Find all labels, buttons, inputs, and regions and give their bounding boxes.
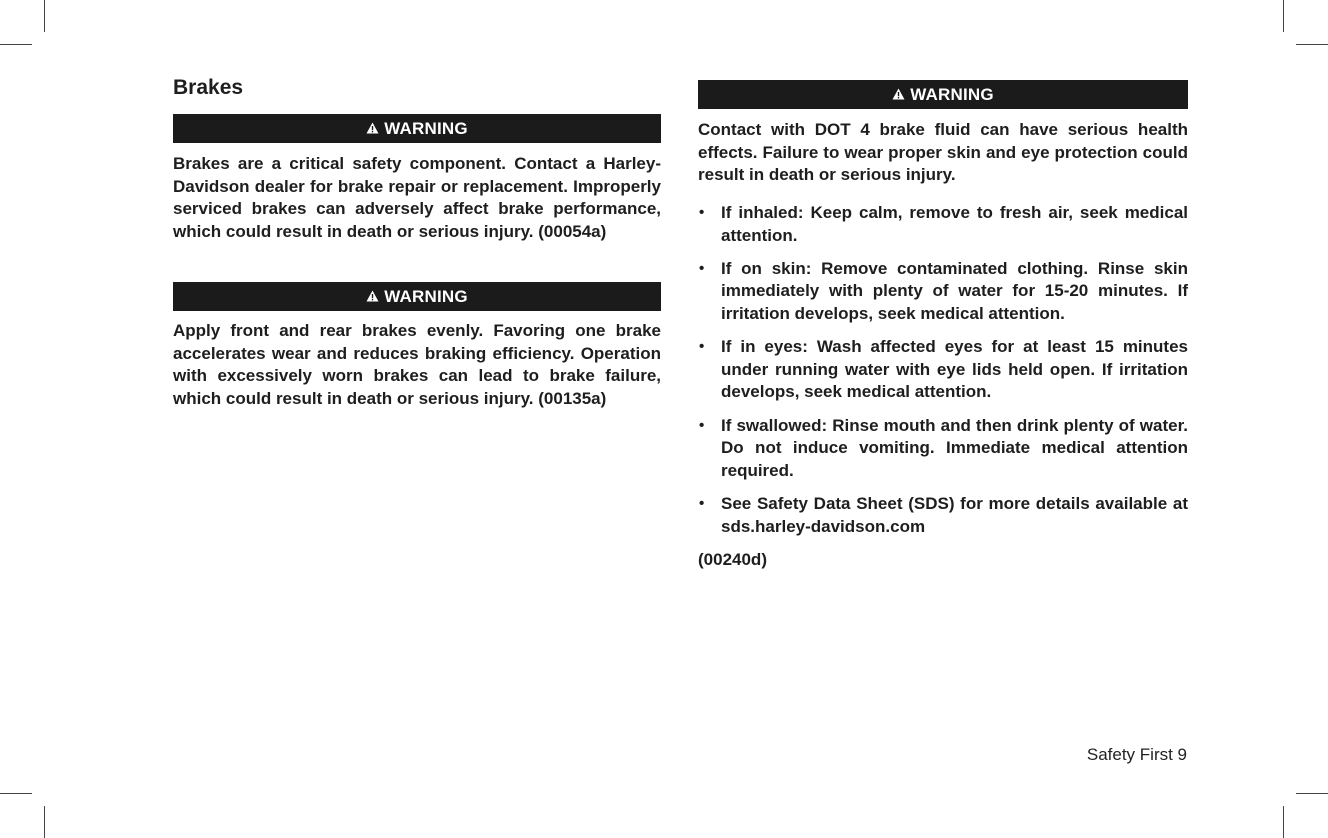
first-aid-list <box>698 202 1188 549</box>
warning-triangle-icon <box>366 122 379 134</box>
warning-triangle-icon <box>366 290 379 302</box>
warning-label-1: WARNING <box>384 118 468 138</box>
warning-code-00240d: (00240d) <box>698 550 767 569</box>
crop-mark-top-left-vertical <box>44 0 45 32</box>
crop-mark-top-right-horizontal <box>1296 44 1328 45</box>
warning-label-3: WARNING <box>910 84 994 104</box>
crop-mark-bottom-left-horizontal <box>0 793 32 794</box>
list-item-text: If on skin: Remove contaminated clothing. Rinse skin immediately with plenty of water for 15-20 minutes. If irritation develops, seek medical attention. <box>721 258 1188 323</box>
crop-mark-bottom-left-vertical <box>44 806 45 838</box>
warning-intro-dot4: Contact with DOT 4 brake fluid can have serious health effects. Failure to wear proper skin and eye protection could result in death or serious injury. <box>698 120 1188 185</box>
warning-text-00054a: Brakes are a critical safety component. Contact a Harley-Davidson dealer for brake repair or replacement. Improperly serviced brakes can adversely affect brake performance, which could result in death or serious injury. (00054a) <box>173 154 661 241</box>
crop-mark-bottom-right-horizontal <box>1296 793 1328 794</box>
crop-mark-top-right-vertical <box>1283 0 1284 32</box>
section-heading-brakes: Brakes <box>173 76 244 99</box>
warning-triangle-icon <box>892 88 905 100</box>
list-item-text: If in eyes: Wash affected eyes for at least 15 minutes under running water with eye lids held open. If irritation develops, seek medical attention. <box>721 337 1188 402</box>
list-item-text: If swallowed: Rinse mouth and then drink plenty of water. Do not induce vomiting. Immediate medical attention required. <box>721 415 1188 480</box>
warning-banner-3 <box>698 80 1188 109</box>
warning-text-00135a: Apply front and rear brakes evenly. Favoring one brake accelerates wear and reduces braking efficiency. Operation with excessively worn brakes can lead to brake failure, which could result in death or serious injury. (00135a) <box>173 321 661 408</box>
warning-banner-2 <box>173 282 661 311</box>
list-item: • If swallowed: Rinse mouth and then drink plenty of water. Do not induce vomiting. Immediate medical attention required. <box>699 415 1188 480</box>
crop-mark-top-left-horizontal <box>0 44 32 45</box>
list-item: • If inhaled: Keep calm, remove to fresh air, seek medical attention. <box>699 203 1188 245</box>
warning-banner-1 <box>173 114 661 143</box>
list-item: • If on skin: Remove contaminated clothing. Rinse skin immediately with plenty of water for 15-20 minutes. If irritation develops, seek medical attention. <box>699 258 1188 323</box>
warning-label-2: WARNING <box>384 286 468 306</box>
list-item: • If in eyes: Wash affected eyes for at least 15 minutes under running water with eye lids held open. If irritation develops, seek medical attention. <box>699 337 1188 402</box>
page-footer: Safety First 9 <box>1086 745 1187 764</box>
list-item-text: See Safety Data Sheet (SDS) for more details available at sds.harley-davidson.com <box>721 493 1188 536</box>
crop-mark-bottom-right-vertical <box>1283 806 1284 838</box>
list-item: • See Safety Data Sheet (SDS) for more details available at sds.harley-davidson.com <box>699 493 1188 536</box>
list-item-text: If inhaled: Keep calm, remove to fresh air, seek medical attention. <box>721 203 1188 245</box>
